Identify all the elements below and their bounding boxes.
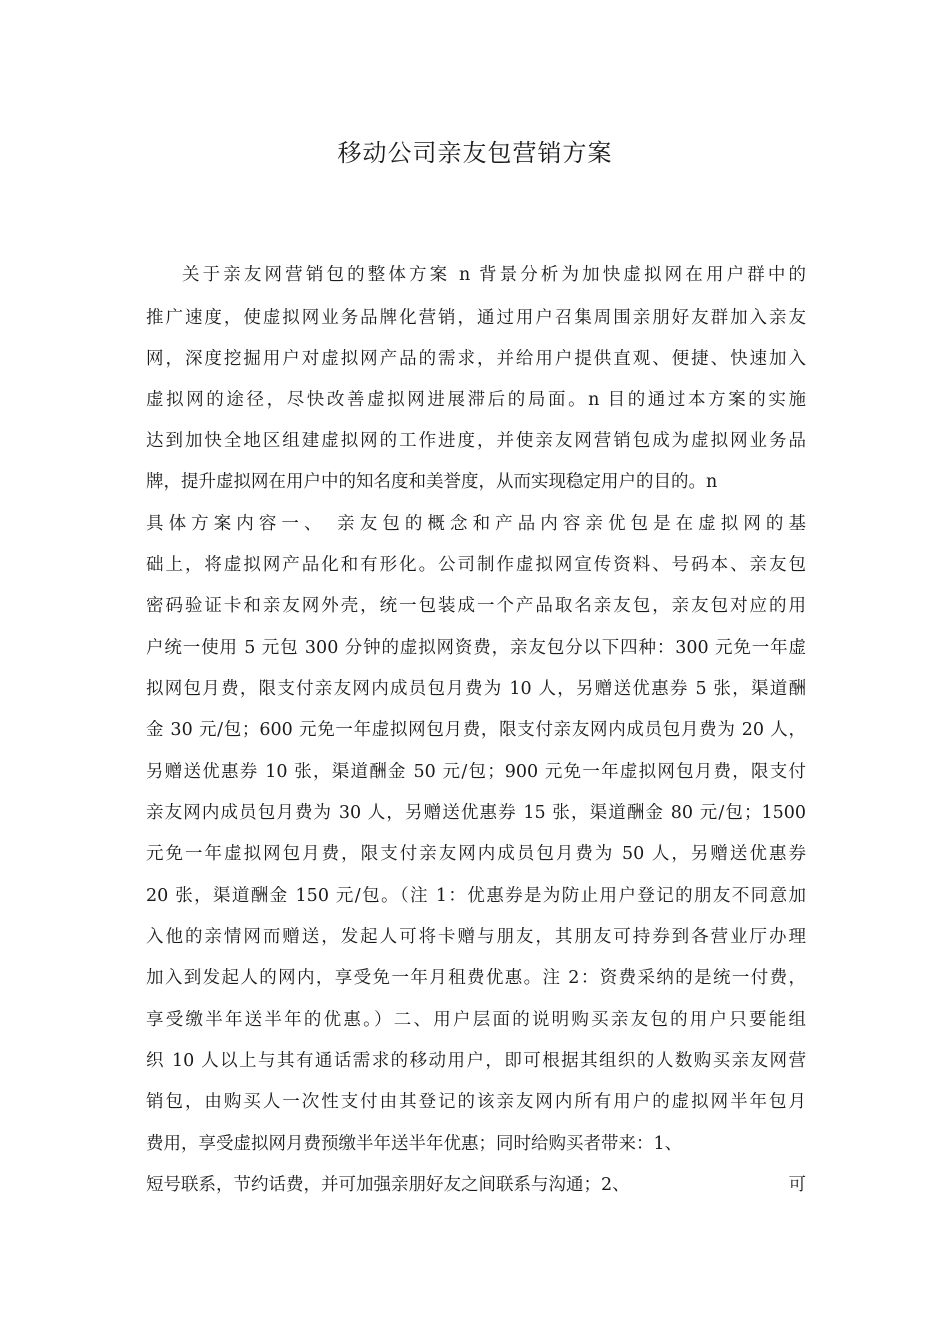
paragraph-line: 20 张，渠道酬金 150 元/包。（注 1：优惠券是为防止用户登记的朋友不同意加: [146, 886, 806, 906]
paragraph-line-last: [146, 1171, 806, 1199]
paragraph-line: 关于亲友网营销包的整体方案 n 背景分析为加快虚拟网在用户群中的: [182, 265, 806, 285]
paragraph-line: 拟网包月费，限支付亲友网内成员包月费为 10 人，另赠送优惠券 5 张，渠道酬: [146, 679, 806, 699]
paragraph-line: 费用，享受虚拟网月费预缴半年送半年优惠；同时给购买者带来：1、: [146, 1134, 683, 1154]
paragraph-line: 达到加快全地区组建虚拟网的工作进度，并使亲友网营销包成为虚拟网业务品: [146, 431, 806, 451]
paragraph-line-tail: 可: [788, 1175, 806, 1195]
paragraph-line-text: 短号联系，节约话费，并可加强亲朋好友之间联系与沟通；2、: [146, 1175, 630, 1195]
paragraph-line: 牌，提升虚拟网在用户中的知名度和美誉度，从而实现稳定用户的目的。n: [146, 472, 718, 492]
paragraph-line: 另赠送优惠券 10 张，渠道酬金 50 元/包；900 元免一年虚拟网包月费，限支付: [146, 762, 806, 782]
paragraph-line: 密码验证卡和亲友网外壳，统一包装成一个产品取名亲友包，亲友包对应的用: [146, 596, 806, 616]
paragraph-line: 网，深度挖掘用户对虚拟网产品的需求，并给用户提供直观、便捷、快速加入: [146, 349, 806, 369]
paragraph-line: 入他的亲情网而赠送，发起人可将卡赠与朋友，其朋友可持券到各营业厅办理: [146, 927, 806, 947]
paragraph-line: 金 30 元/包；600 元免一年虚拟网包月费，限支付亲友网内成员包月费为 20 人，: [146, 720, 806, 740]
paragraph-line: 加入到发起人的网内，享受免一年月租费优惠。注 2：资费采纳的是统一付费，: [146, 968, 806, 988]
paragraph-line: 享受缴半年送半年的优惠。）二、用户层面的说明购买亲友包的用户只要能组: [146, 1010, 806, 1030]
paragraph-line: 织 10 人以上与其有通话需求的移动用户，即可根据其组织的人数购买亲友网营: [146, 1051, 806, 1071]
paragraph-line: 销包，由购买人一次性支付由其登记的该亲友网内所有用户的虚拟网半年包月: [146, 1092, 806, 1112]
paragraph-line: 户统一使用 5 元包 300 分钟的虚拟网资费，亲友包分以下四种：300 元免一年虚: [146, 638, 806, 658]
paragraph-line: 础上，将虚拟网产品化和有形化。公司制作虚拟网宣传资料、号码本、亲友包: [146, 555, 806, 575]
paragraph-line: 亲友网内成员包月费为 30 人，另赠送优惠券 15 张，渠道酬金 80 元/包；1500: [146, 803, 806, 823]
paragraph-line: 元免一年虚拟网包月费，限支付亲友网内成员包月费为 50 人，另赠送优惠券: [146, 844, 806, 864]
paragraph-line: 虚拟网的途径，尽快改善虚拟网进展滞后的局面。n 目的通过本方案的实施: [146, 390, 806, 410]
paragraph-line: 具体方案内容一、 亲友包的概念和产品内容亲优包是在虚拟网的基: [146, 514, 806, 534]
paragraph-line: 推广速度，使虚拟网业务品牌化营销，通过用户召集周围亲朋好友群加入亲友: [146, 308, 806, 328]
document-title: 移动公司亲友包营销方案: [337, 139, 613, 167]
